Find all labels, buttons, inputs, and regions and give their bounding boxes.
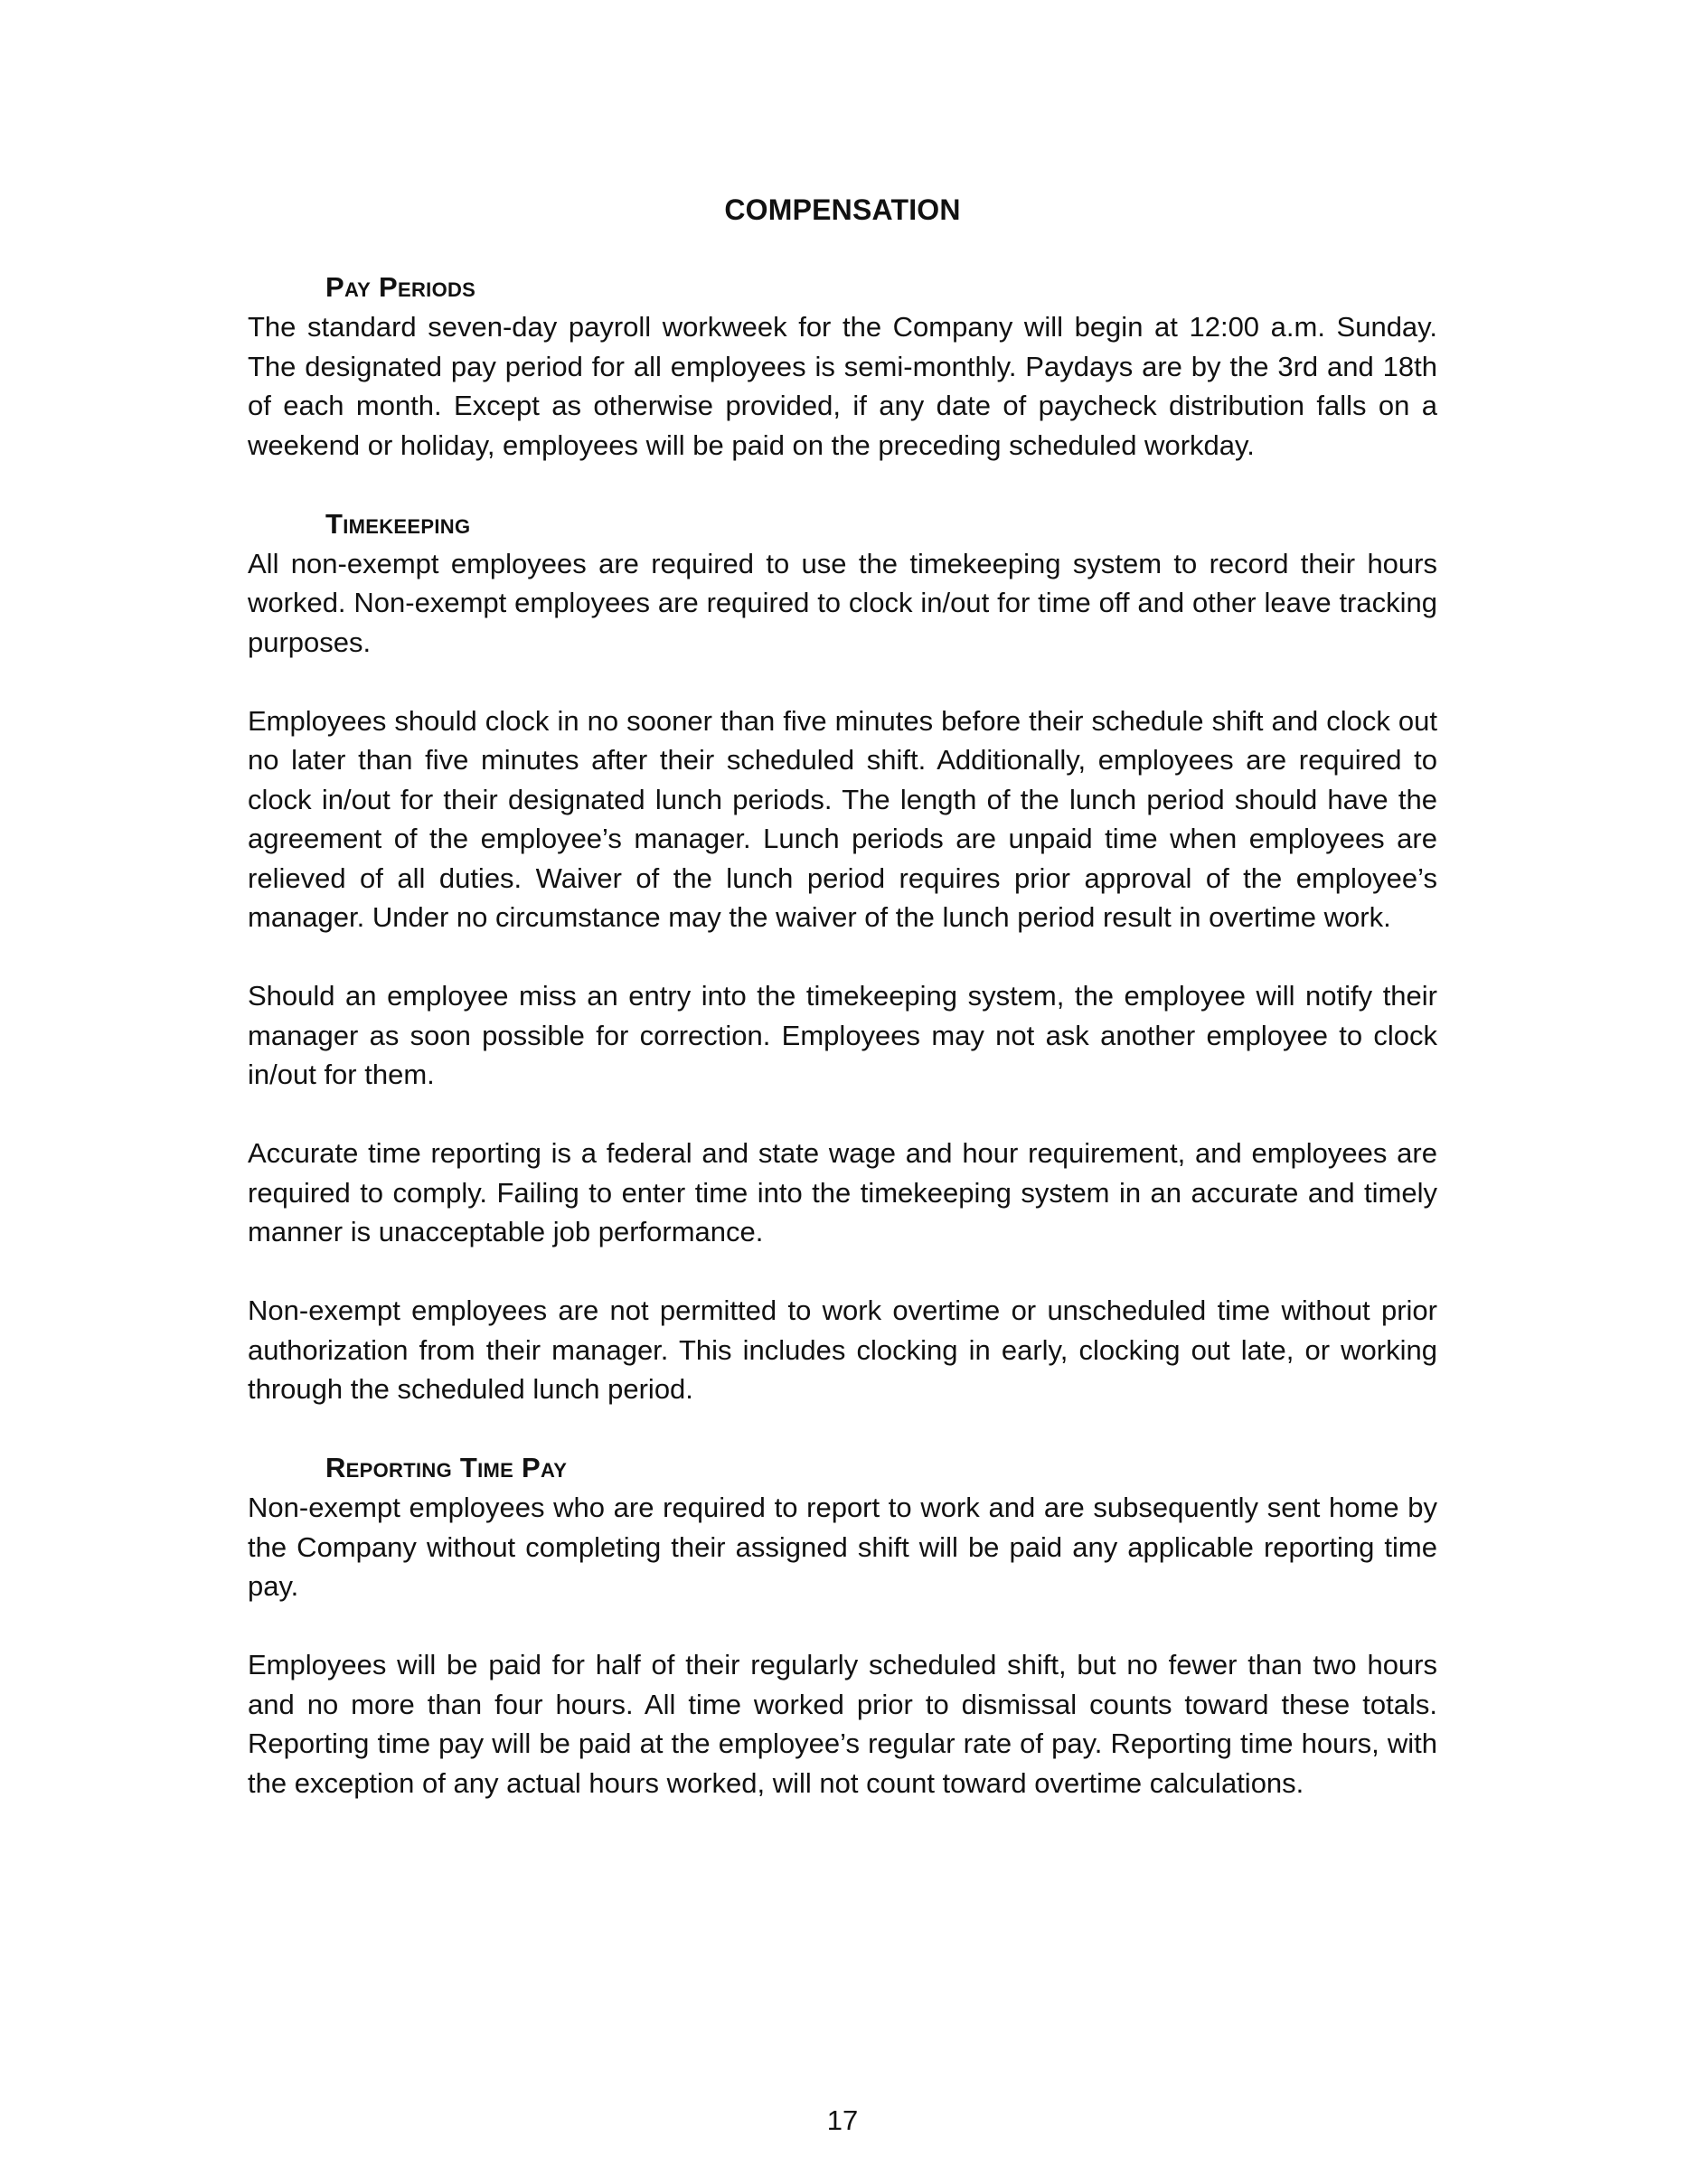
section-timekeeping bbox=[248, 504, 1437, 1409]
page-content bbox=[248, 190, 1437, 1842]
section-pay-periods bbox=[248, 268, 1437, 465]
section-heading: Reporting Time Pay bbox=[325, 1452, 568, 1483]
page-title: COMPENSATION bbox=[724, 193, 961, 226]
paragraph: Accurate time reporting is a federal and state wage and hour requirement, and employees are required to comply. Failing to enter time into the timekeeping system in an accurate and timely manner is unacceptable job performance. bbox=[248, 1137, 1437, 1247]
page-number: 17 bbox=[826, 2104, 859, 2136]
section-heading: Timekeeping bbox=[325, 507, 471, 540]
paragraph: The standard seven-day payroll workweek for the Company will begin at 12:00 a.m. Sunday. The designated pay period for all employees is semi-monthly. Paydays are by the 3rd and 18th of each month. Except as otherwise provided, if any date of paycheck distribution falls on a weekend or holiday, employees will be paid on the preceding scheduled workday. bbox=[248, 311, 1437, 461]
paragraph: Non-exempt employees are not permitted to work overtime or unscheduled time without prior authorization from their manager. This includes clocking in early, clocking out late, or working through the scheduled lunch period. bbox=[248, 1294, 1437, 1405]
section-heading: Pay Periods bbox=[325, 271, 476, 303]
paragraph: Non-exempt employees who are required to report to work and are subsequently sent home by the Company without completing their assigned shift will be paid any applicable reporting time pay. bbox=[248, 1492, 1437, 1602]
paragraph: Employees will be paid for half of their regularly scheduled shift, but no fewer than two hours and no more than four hours. All time worked prior to dismissal counts toward these totals. Reporting time pay will be paid at the employee’s regular rate of pay. Reporting time hours, with the exception of any actual hours worked, will not count toward overtime calculations. bbox=[248, 1649, 1437, 1799]
paragraph: Should an employee miss an entry into the timekeeping system, the employee will notify their manager as soon possible for correction. Employees may not ask another employee to clock in/out for them. bbox=[248, 980, 1437, 1090]
paragraph: All non-exempt employees are required to use the timekeeping system to record their hours worked. Non-exempt employees are required to clock in/out for time off and other leave tracking purposes. bbox=[248, 547, 1437, 658]
paragraph: Employees should clock in no sooner than five minutes before their schedule shift and clock out no later than five minutes after their scheduled shift. Additionally, employees are required to clock in/out for their designated lunch periods. The length of the lunch period should have the agreement of the employee’s manager. Lunch periods are unpaid time when employees are relieved of all duties. Waiver of the lunch period requires prior approval of the employee’s manager. Under no circumstance may the waiver of the lunch period result in overtime work. bbox=[248, 704, 1437, 933]
section-reporting-time-pay bbox=[248, 1448, 1437, 1803]
